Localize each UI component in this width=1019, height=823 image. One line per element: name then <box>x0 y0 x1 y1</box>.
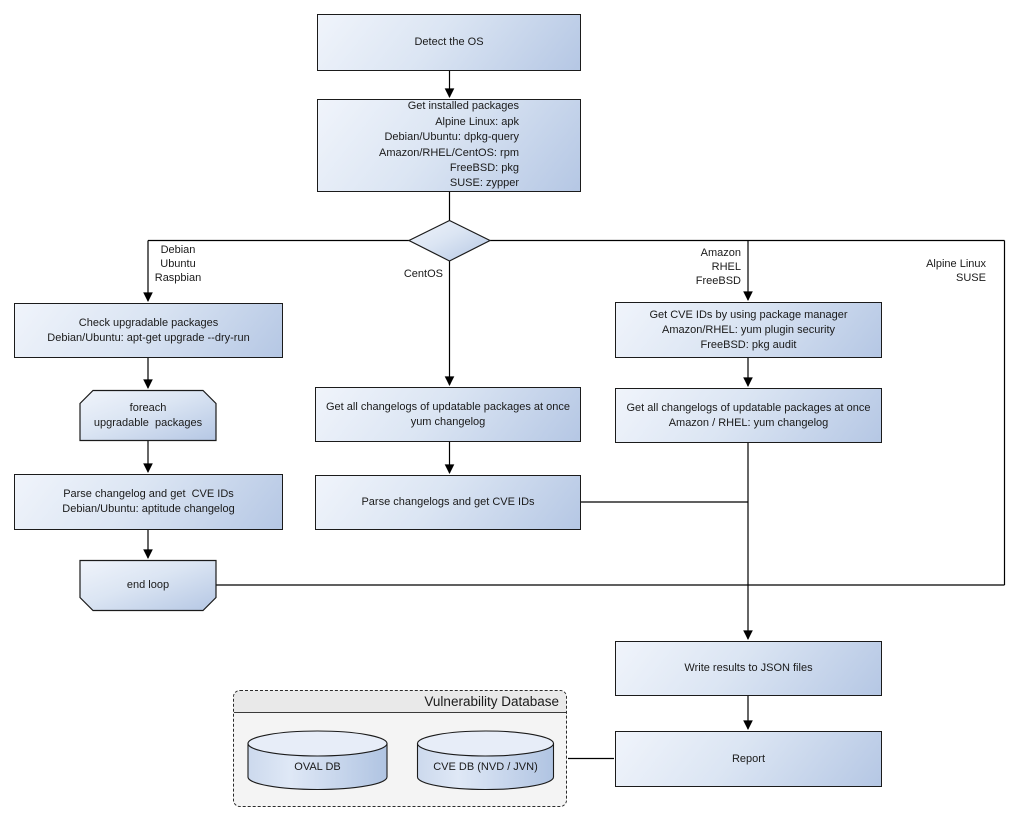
node-text: Get CVE IDs by using package manager <box>649 308 848 321</box>
node-text: Check upgradable packages <box>78 316 219 329</box>
node-text: Get all changelogs of updatable packages at once <box>325 400 570 413</box>
oval-db-cylinder <box>248 731 387 790</box>
cluster-title: Vulnerability Database <box>234 691 566 713</box>
cve-db-label: CVE DB (NVD / JVN) <box>433 760 538 773</box>
node-text: Alpine Linux: apk <box>435 115 519 128</box>
edge-label-debian-branch: Debian Ubuntu Raspbian <box>154 244 202 284</box>
node-text: Debian/Ubuntu: apt-get upgrade --dry-run <box>47 331 250 344</box>
node-text: Debian/Ubuntu: aptitude changelog <box>62 503 235 515</box>
cve-db-cylinder <box>418 731 554 789</box>
node-text: FreeBSD: pkg audit <box>700 338 797 351</box>
node-text: FreeBSD: pkg <box>449 161 519 174</box>
node-get-installed-packages <box>317 99 581 192</box>
node-text: SUSE: zypper <box>449 177 519 190</box>
edge-label-centos-branch: CentOS <box>403 268 443 280</box>
edge-label-alpine-branch: Alpine Linux SUSE <box>926 258 986 284</box>
node-text: Report <box>731 752 766 765</box>
oval-db-label: OVAL DB <box>294 760 341 773</box>
node-parse-changelogs-yum <box>315 475 581 530</box>
node-text: Parse changelogs and get CVE IDs <box>361 496 535 508</box>
node-text: yum changelog <box>410 415 486 428</box>
node-report <box>615 731 882 787</box>
node-write-json <box>615 641 882 696</box>
node-text: Amazon/RHEL: yum plugin security <box>661 323 835 336</box>
foreach-loop-shape <box>80 391 216 441</box>
node-check-upgradable-packages <box>14 303 283 358</box>
node-get-cve-ids-package-manager <box>615 302 882 358</box>
node-text: Write results to JSON files <box>684 662 813 674</box>
node-text: Debian/Ubuntu: dpkg-query <box>384 131 519 144</box>
node-detect-os <box>317 14 581 71</box>
node-parse-changelog-debian <box>14 474 283 530</box>
edge-label-amazon-branch: Amazon RHEL FreeBSD <box>695 247 741 287</box>
node-text: Amazon / RHEL: yum changelog <box>668 416 829 429</box>
node-get-changelogs-amazon <box>615 388 882 443</box>
node-text: Amazon/RHEL/CentOS: rpm <box>379 146 519 159</box>
end-loop-label: end loop <box>126 579 170 591</box>
node-text: Parse changelog and get CVE IDs <box>63 488 234 500</box>
foreach-loop-label: foreach upgradable packages <box>93 401 203 429</box>
node-text: Get installed packages <box>407 100 519 113</box>
os-decision-diamond <box>409 221 490 262</box>
end-loop-shape <box>80 561 216 611</box>
node-text: Get all changelogs of updatable packages at once <box>626 401 871 414</box>
node-get-changelogs-yum <box>315 387 581 442</box>
node-text: Detect the OS <box>414 36 484 48</box>
